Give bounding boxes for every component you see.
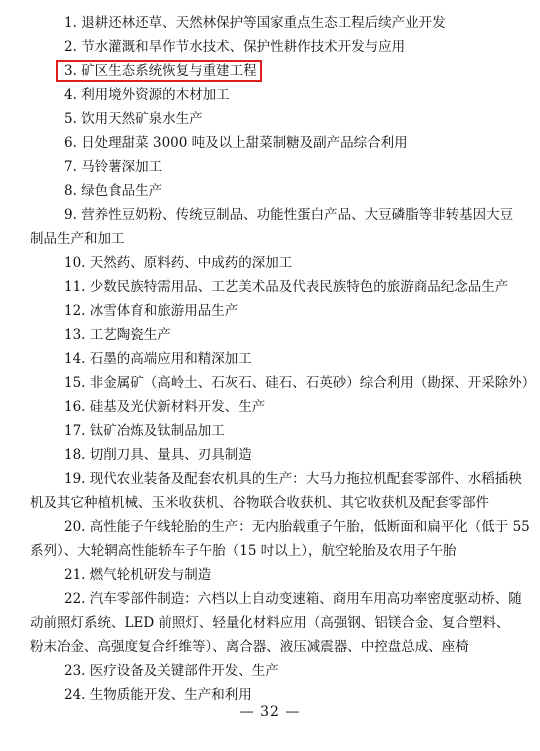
item-text: 马铃薯深加工 bbox=[81, 159, 163, 175]
list-item bbox=[30, 204, 540, 227]
item-number: 10. bbox=[64, 255, 86, 271]
item-number: 4. bbox=[64, 87, 77, 103]
item-text: 退耕还林还草、天然林保护等国家重点生态工程后续产业开发 bbox=[81, 15, 446, 31]
item-text: 医疗设备及关键部件开发、生产 bbox=[89, 663, 279, 679]
item-text-continued: 粉末冶金、高强度复合纤维等）、离合器、液压减震器、中控盘总成、座椅 bbox=[30, 639, 469, 655]
item-number: 12. bbox=[64, 303, 86, 319]
item-text: 饮用天然矿泉水生产 bbox=[81, 111, 203, 127]
page-number: — 32 — bbox=[239, 704, 301, 720]
item-text: 营养性豆奶粉、传统豆制品、功能性蛋白产品、大豆磷脂等非转基因大豆 bbox=[81, 207, 514, 223]
item-number: 15. bbox=[64, 375, 86, 391]
item-number: 21. bbox=[64, 567, 86, 583]
item-text: 现代农业装备及配套农机具的生产：大马力拖拉机配套零部件、水稻插秧 bbox=[89, 471, 522, 487]
item-number: 20. bbox=[64, 519, 86, 535]
list-item bbox=[30, 348, 540, 371]
list-item bbox=[30, 324, 540, 347]
item-number: 24. bbox=[64, 687, 86, 703]
item-text: 矿区生态系统恢复与重建工程 bbox=[81, 63, 257, 79]
item-number: 13. bbox=[64, 327, 86, 343]
list-item bbox=[30, 660, 540, 683]
list-item bbox=[30, 564, 540, 587]
item-number: 7. bbox=[64, 159, 77, 175]
item-text: 非金属矿（高岭土、石灰石、硅石、石英砂）综合利用（勘探、开采除外） bbox=[89, 375, 536, 391]
item-text: 生物质能开发、生产和利用 bbox=[89, 687, 252, 703]
item-number: 6. bbox=[64, 135, 77, 151]
item-number: 19. bbox=[64, 471, 86, 487]
item-number: 14. bbox=[64, 351, 86, 367]
list-item bbox=[30, 396, 540, 419]
item-number: 3. bbox=[64, 63, 77, 79]
item-text: 绿色食品生产 bbox=[81, 183, 163, 199]
item-number: 1. bbox=[64, 15, 77, 31]
item-number: 18. bbox=[64, 447, 86, 463]
item-number: 11. bbox=[64, 279, 86, 295]
list-item bbox=[30, 84, 540, 107]
list-item bbox=[30, 444, 540, 467]
list-item bbox=[30, 372, 540, 395]
item-text: 天然药、原料药、中成药的深加工 bbox=[89, 255, 293, 271]
item-number: 2. bbox=[64, 39, 77, 55]
item-text: 切削刀具、量具、刃具制造 bbox=[89, 447, 252, 463]
item-text-continued: 动前照灯系统、LED 前照灯、轻量化材料应用（高强钢、铝镁合金、复合塑料、 bbox=[30, 615, 510, 631]
item-text: 钛矿冶炼及钛制品加工 bbox=[89, 423, 225, 439]
item-number: 23. bbox=[64, 663, 86, 679]
list-item bbox=[30, 252, 540, 275]
item-text: 汽车零部件制造：六档以上自动变速箱、商用车用高功率密度驱动桥、随 bbox=[89, 591, 522, 607]
item-number: 9. bbox=[64, 207, 77, 223]
item-number: 16. bbox=[64, 399, 86, 415]
item-text: 冰雪体育和旅游用品生产 bbox=[89, 303, 239, 319]
list-item bbox=[30, 108, 540, 131]
item-number: 22. bbox=[64, 591, 86, 607]
item-text: 日处理甜菜 3000 吨及以上甜菜制糖及副产品综合利用 bbox=[81, 135, 408, 151]
list-item bbox=[30, 300, 540, 323]
item-text: 高性能子午线轮胎的生产：无内胎载重子午胎，低断面和扁平化（低于 55 bbox=[89, 519, 530, 535]
item-text: 节水灌溉和旱作节水技术、保护性耕作技术开发与应用 bbox=[81, 39, 406, 55]
list-item bbox=[30, 276, 540, 299]
item-text: 工艺陶瓷生产 bbox=[89, 327, 171, 343]
list-item bbox=[30, 180, 540, 203]
item-text: 石墨的高端应用和精深加工 bbox=[89, 351, 252, 367]
item-text: 燃气轮机研发与制造 bbox=[89, 567, 212, 583]
item-number: 5. bbox=[64, 111, 77, 127]
list-item bbox=[30, 588, 540, 611]
item-number: 17. bbox=[64, 423, 86, 439]
item-number: 8. bbox=[64, 183, 77, 199]
item-text-continued: 系列）、大轮辋高性能轿车子午胎（15 吋以上），航空轮胎及农用子午胎 bbox=[30, 543, 457, 559]
item-text: 硅基及光伏新材料开发、生产 bbox=[89, 399, 266, 415]
item-text-continued: 制品生产和加工 bbox=[30, 231, 125, 247]
list-item bbox=[30, 516, 540, 539]
item-text-continued: 机及其它种植机械、玉米收获机、谷物联合收获机、其它收获机及配套零部件 bbox=[30, 495, 489, 511]
item-text: 利用境外资源的木材加工 bbox=[81, 87, 230, 103]
list-item bbox=[30, 132, 540, 155]
list-item bbox=[30, 156, 540, 179]
item-text: 少数民族特需用品、工艺美术品及代表民族特色的旅游商品纪念品生产 bbox=[89, 279, 509, 295]
list-item bbox=[30, 12, 540, 35]
list-item bbox=[30, 468, 540, 491]
list-item bbox=[30, 60, 540, 83]
list-item bbox=[30, 420, 540, 443]
list-item bbox=[30, 36, 540, 59]
